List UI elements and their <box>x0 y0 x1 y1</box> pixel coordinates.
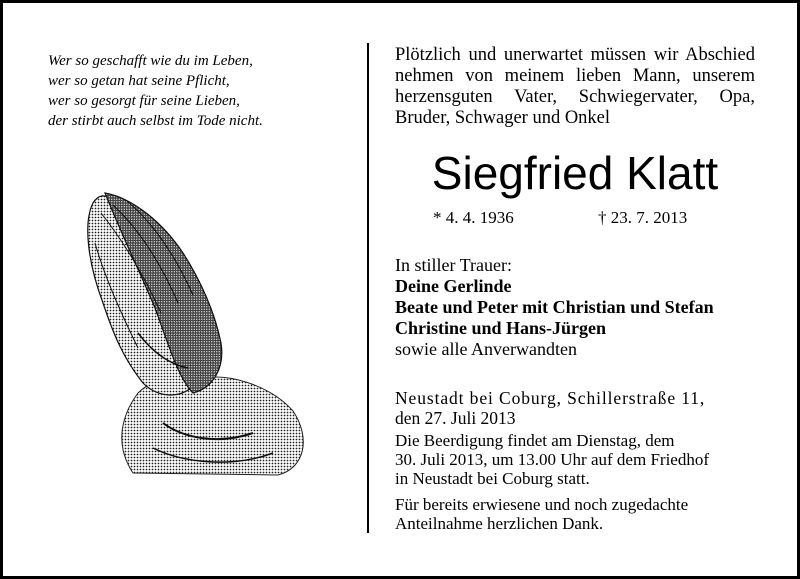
mourner-entry: Beate und Peter mit Christian und Stefan <box>395 297 714 317</box>
announcement-intro <box>395 45 755 129</box>
poem-line: wer so getan hat seine Pflicht, <box>48 73 230 89</box>
thanks-line: Für bereits erwiesene und noch zugedachte <box>395 495 689 514</box>
mourner-entry: Deine Gerlinde <box>395 276 512 296</box>
intro-line: Bruder, Schwager und Onkel <box>395 108 611 128</box>
memorial-poem <box>48 51 348 131</box>
relatives-note: sowie alle Anverwandten <box>395 339 577 359</box>
funeral-info <box>395 431 735 488</box>
funeral-line: Die Beerdigung findet am Dienstag, dem <box>395 431 675 450</box>
thanks-note <box>395 495 735 533</box>
poem-line: der stirbt auch selbst im Tode nicht. <box>48 113 263 129</box>
address-line: Neustadt bei Coburg, Schillerstraße 11, <box>395 388 706 408</box>
birth-date: * 4. 4. 1936 <box>433 208 514 227</box>
notice-date: den 27. Juli 2013 <box>395 408 516 428</box>
intro-line: herzensguten Vater, Schwiegervater, Opa, <box>395 87 755 107</box>
funeral-line: in Neustadt bei Coburg statt. <box>395 469 590 488</box>
mourner-entry: Christine und Hans-Jürgen <box>395 318 607 338</box>
mourning-heading: In stiller Trauer: <box>395 255 512 275</box>
poem-line: wer so gesorgt für seine Lieben, <box>48 93 240 109</box>
thanks-line: Anteilnahme herzlichen Dank. <box>395 514 604 533</box>
column-divider <box>367 43 369 533</box>
intro-line: nehmen von meinem lieben Mann, unserem <box>395 66 755 86</box>
deceased-name: Siegfried Klatt <box>431 147 719 199</box>
praying-hands-illustration <box>43 183 343 483</box>
poem-line: Wer so geschafft wie du im Leben, <box>48 53 253 69</box>
death-date: † 23. 7. 2013 <box>598 208 688 227</box>
intro-line: Plötzlich und unerwartet müssen wir Abschied <box>395 45 755 65</box>
place-and-date <box>395 388 785 428</box>
funeral-line: 30. Juli 2013, um 13.00 Uhr auf dem Friedhof <box>395 450 709 469</box>
mourning-section <box>395 255 785 360</box>
